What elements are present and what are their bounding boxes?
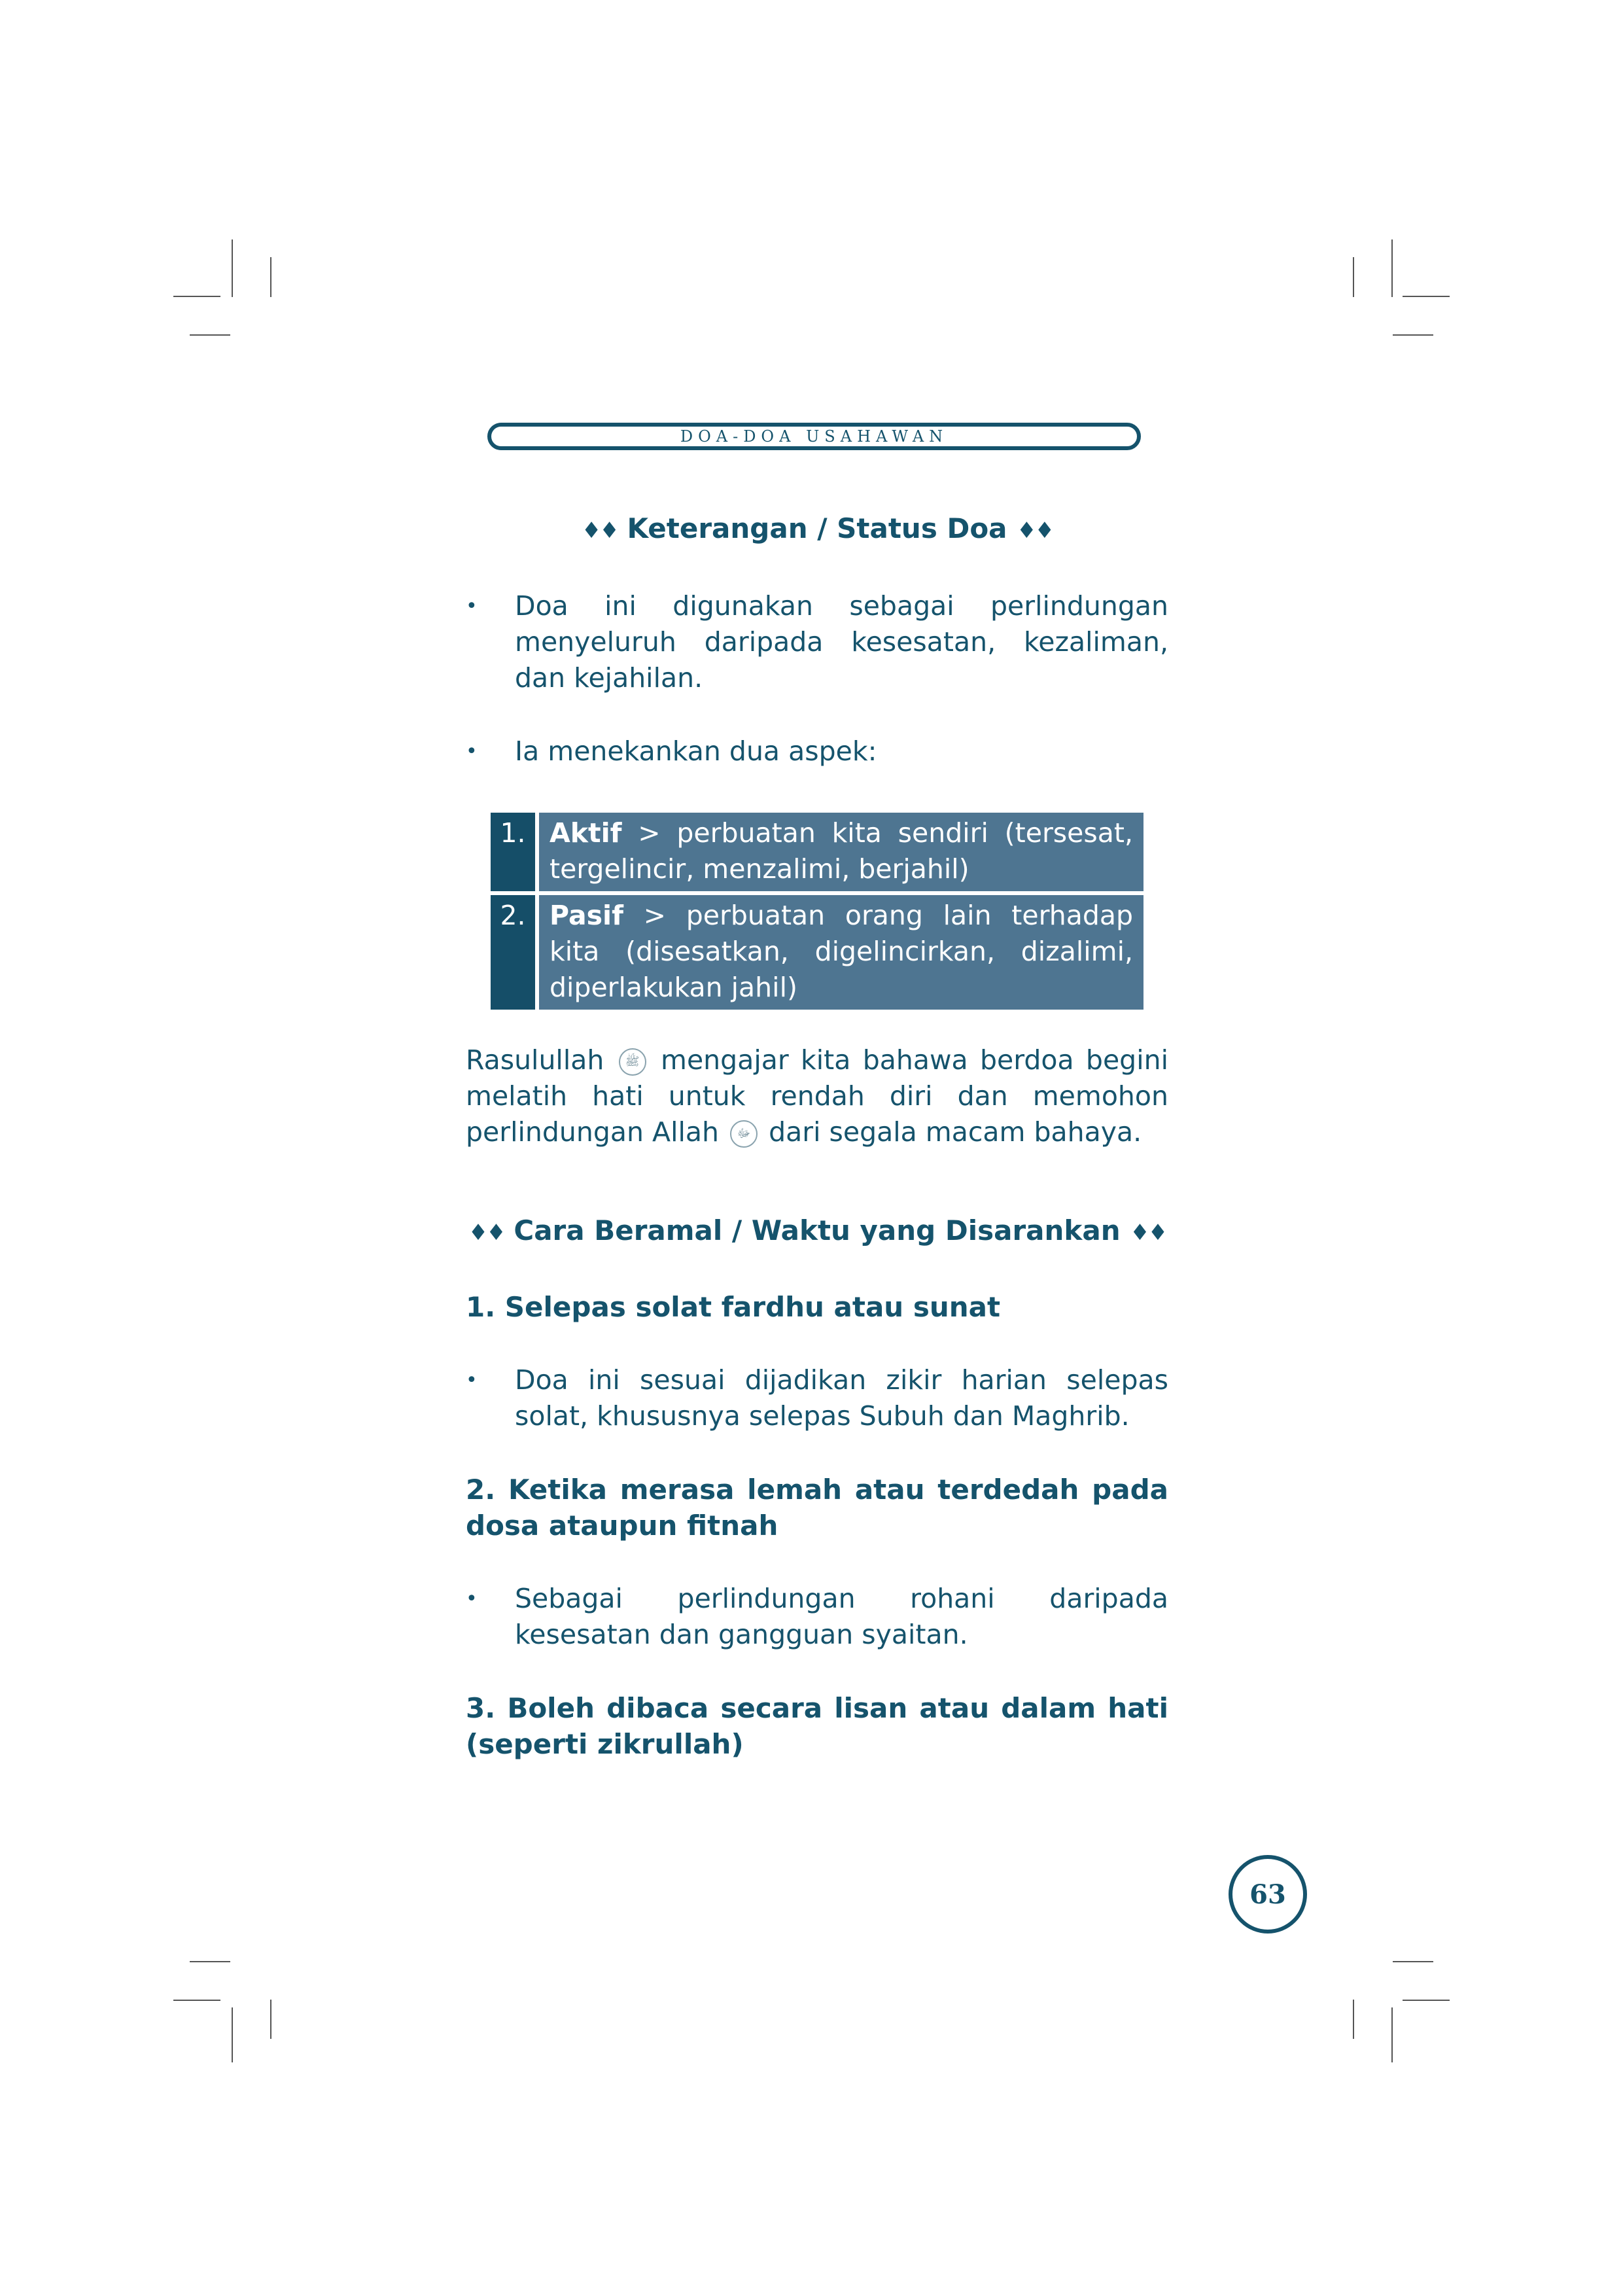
aspect-term: Aktif bbox=[550, 817, 622, 849]
crop-mark bbox=[1353, 257, 1354, 297]
section-title-keterangan bbox=[466, 510, 1168, 549]
bullet-item bbox=[466, 733, 1168, 769]
bullet-icon: • bbox=[466, 1587, 478, 1610]
running-header-title: DOA-DOA USAHAWAN bbox=[680, 427, 949, 446]
bullet-text: Ia menekankan dua aspek: bbox=[515, 735, 877, 767]
bullet-item bbox=[466, 1362, 1168, 1434]
crop-mark bbox=[1393, 1961, 1433, 1962]
crop-mark bbox=[232, 239, 233, 297]
crop-mark bbox=[173, 2000, 220, 2001]
paragraph-text: mengajar kita bahawa berdoa begini melatih hati untuk rendah diri dan memohon perlindungan Allah bbox=[466, 1044, 1168, 1148]
bullet-icon: • bbox=[466, 740, 478, 763]
page-number: 63 bbox=[1229, 1855, 1307, 1934]
aspect-number: 2. bbox=[491, 895, 539, 1010]
bullet-icon: • bbox=[466, 595, 478, 618]
aspect-description bbox=[539, 813, 1143, 895]
diamond-ornament-icon: ♦♦ bbox=[1130, 1220, 1166, 1246]
page-content bbox=[466, 510, 1168, 1762]
section-title-text: Keterangan / Status Doa bbox=[627, 512, 1007, 544]
bullet-item bbox=[466, 588, 1168, 696]
crop-mark bbox=[270, 2000, 271, 2039]
body-paragraph bbox=[466, 1042, 1168, 1150]
paragraph-text: Rasulullah bbox=[466, 1044, 604, 1076]
table-row bbox=[491, 813, 1143, 895]
aspect-number: 1. bbox=[491, 813, 539, 895]
aspect-desc-text: > perbuatan kita sendiri (tersesat, tergelincir, menzalimi, berjahil) bbox=[550, 817, 1133, 885]
running-header bbox=[487, 423, 1141, 450]
practice-heading: 1. Selepas solat fardhu atau sunat bbox=[466, 1291, 1001, 1323]
salawat-honorific-icon: ﷺ bbox=[619, 1048, 646, 1076]
section-title-cara-beramal bbox=[466, 1212, 1168, 1251]
crop-mark bbox=[190, 1961, 230, 1962]
bullet-text: Sebagai perlindungan rohani daripada kesesatan dan gangguan syaitan. bbox=[515, 1583, 1168, 1650]
diamond-ornament-icon: ♦♦ bbox=[581, 518, 618, 544]
crop-mark bbox=[190, 334, 230, 336]
crop-mark bbox=[270, 257, 271, 297]
crop-mark bbox=[232, 2007, 233, 2062]
paragraph-text: dari segala macam bahaya. bbox=[769, 1116, 1142, 1148]
table-row bbox=[491, 895, 1143, 1010]
crop-mark bbox=[1403, 296, 1450, 297]
swt-honorific-icon: ﷻ bbox=[730, 1120, 758, 1148]
diamond-ornament-icon: ♦♦ bbox=[1017, 518, 1053, 544]
bullet-text: Doa ini sesuai dijadikan zikir harian selepas solat, khususnya selepas Subuh dan Maghrib. bbox=[515, 1364, 1168, 1432]
bullet-icon: • bbox=[466, 1369, 478, 1392]
aspect-desc-text: > perbuatan orang lain terhadap kita (disesatkan, digelincirkan, dizalimi, diperlakukan jahil) bbox=[550, 900, 1133, 1003]
crop-mark bbox=[1403, 2000, 1450, 2001]
bullet-item bbox=[466, 1581, 1168, 1653]
aspect-term: Pasif bbox=[550, 900, 623, 931]
diamond-ornament-icon: ♦♦ bbox=[468, 1220, 504, 1246]
crop-mark bbox=[1391, 239, 1393, 297]
crop-mark bbox=[173, 296, 220, 297]
crop-mark bbox=[1393, 334, 1433, 336]
section-title-text: Cara Beramal / Waktu yang Disarankan bbox=[514, 1214, 1121, 1246]
aspect-table bbox=[491, 813, 1143, 1010]
practice-heading: 3. Boleh dibaca secara lisan atau dalam hati (seperti zikrullah) bbox=[466, 1692, 1168, 1760]
crop-mark bbox=[1391, 2007, 1393, 2062]
practice-heading: 2. Ketika merasa lemah atau terdedah pada dosa ataupun fitnah bbox=[466, 1474, 1168, 1542]
aspect-description bbox=[539, 895, 1143, 1010]
bullet-text: Doa ini digunakan sebagai perlindungan menyeluruh daripada kesesatan, kezaliman, dan kejahilan. bbox=[515, 590, 1168, 694]
crop-mark bbox=[1353, 2000, 1354, 2039]
